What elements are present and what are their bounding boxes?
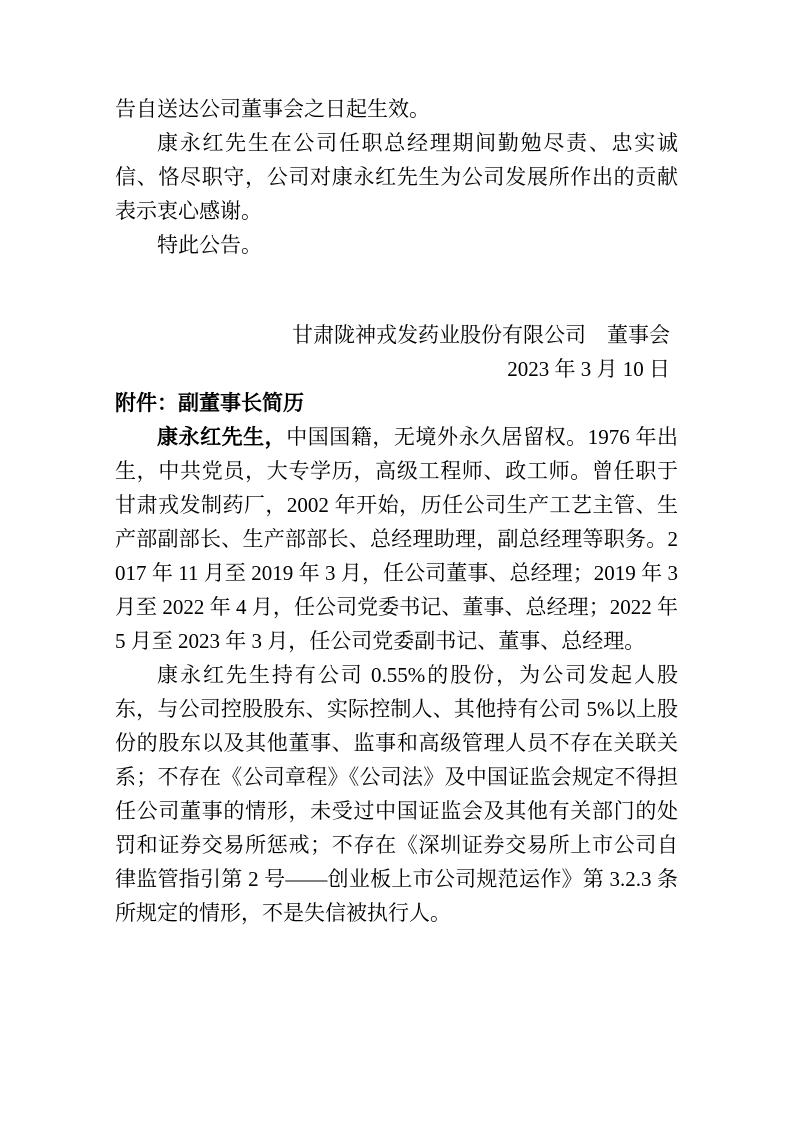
bio-paragraph-1 [115,420,678,658]
paragraph-effective-date: 告自送达公司董事会之日起生效。 [115,97,430,121]
attachment-heading: 附件：副董事长简历 [115,391,304,415]
bio-name-lead: 康永红先生， [157,425,287,449]
bio-paragraph-2: 康永红先生持有公司 0.55%的股份，为公司发起人股东，与公司控股股东、实际控制人、其他持有公司 5%以上股份的股东以及其他董事、监事和高级管理人员不存在关联关系；不存在《公司章程》《公司法》及中国证监会规定不得担任公司董事的情形，未受过中国证监会及其他有关部门的处罚和证券交易所惩戒；不存在《深圳证券交易所上市公司自律监管指引第 2 号——创业板上市公司规范运作》第 3.2.3 条所规定的情形，不是失信被执行人。 [115,663,678,925]
paragraph-closing: 特此公告。 [157,233,262,257]
signature-company: 甘肃陇神戎发药业股份有限公司 董事会 [292,323,670,347]
signature-block [115,318,678,386]
paragraph-gratitude: 康永红先生在公司任职总经理期间勤勉尽责、忠实诚信、恪尽职守，公司对康永红先生为公司发展所作出的贡献表示衷心感谢。 [115,131,678,223]
signature-date: 2023 年 3 月 10 日 [507,357,670,381]
bio-body: 中国国籍，无境外永久居留权。1976 年出生，中共党员，大专学历，高级工程师、政工师。曾任职于甘肃戎发制药厂，2002 年开始，历任公司生产工艺主管、生产部副部长、生产部部长、总经理助理，副总经理等职务。2017 年 11 月至 2019 年 3 月，任公司董事、总经理；2019 年 3 月至 2022 年 4 月，任公司党委书记、董事、总经理；2022 年 5 月至 2023 年 3 月，任公司党委副书记、董事、总经理。 [115,425,679,653]
